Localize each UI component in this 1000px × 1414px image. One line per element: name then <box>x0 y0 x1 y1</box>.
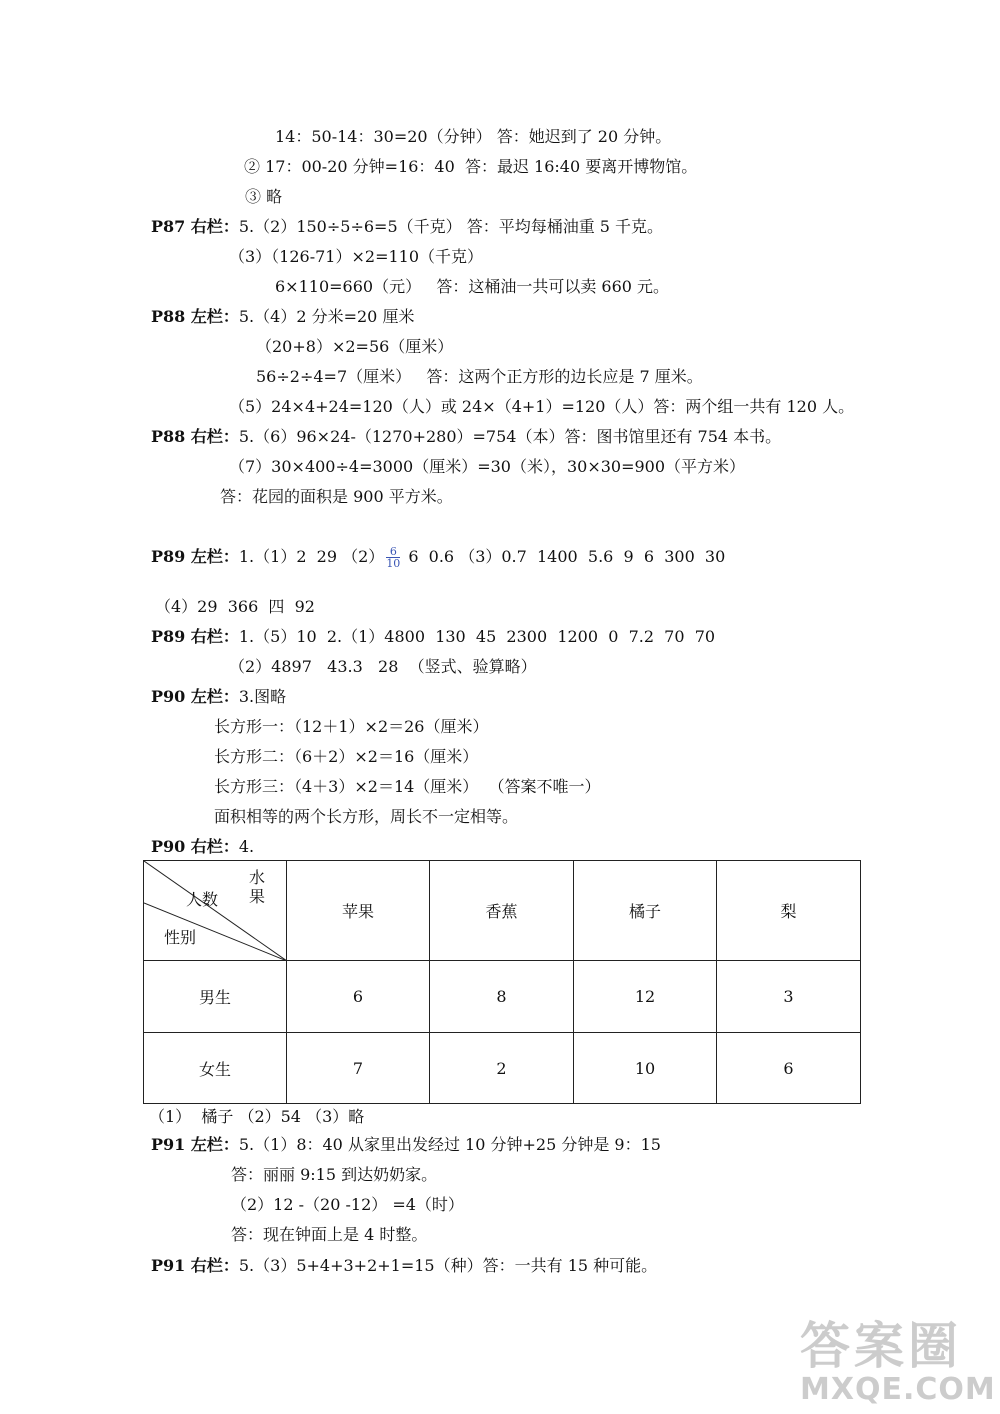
answer-line-24: （1） 橘子 （2）54 （3）略 <box>149 1107 365 1126</box>
table-cell: 6 <box>717 1033 861 1104</box>
table-row <box>144 1033 861 1104</box>
table-header-row <box>144 861 861 961</box>
answer-line-17: （2）4897 43.3 28 （竖式、验算略） <box>229 657 537 676</box>
table-header-cell: 橘子 <box>574 861 717 961</box>
answer-line-9: 56÷2÷4=7（厘米） 答：这两个正方形的边长应是 7 厘米。 <box>256 367 703 386</box>
fraction-denominator: 10 <box>386 557 401 570</box>
table-header-cell: 香蕉 <box>430 861 574 961</box>
table-corner-cell <box>144 861 287 961</box>
section-label: P90 左栏： <box>151 687 239 706</box>
answer-line-4 <box>151 216 663 238</box>
table-cell: 3 <box>717 961 861 1033</box>
answer-text: 4. <box>238 837 255 856</box>
answer-line-16 <box>151 626 715 648</box>
fraction-numerator: 6 <box>386 546 400 558</box>
table-row-label: 女生 <box>144 1033 287 1104</box>
answer-line-1: 14：50-14：30=20（分钟） 答：她迟到了 20 分钟。 <box>275 127 672 146</box>
answer-line-26: 答：丽丽 9:15 到达奶奶家。 <box>231 1165 438 1184</box>
answer-line-28: 答：现在钟面上是 4 时整。 <box>231 1225 428 1244</box>
table-row-label: 男生 <box>144 961 287 1033</box>
table-cell: 2 <box>430 1033 574 1104</box>
corner-label-fruit-1: 水 <box>249 868 266 887</box>
answer-line-18 <box>151 686 286 708</box>
table-header-cell: 苹果 <box>287 861 430 961</box>
answer-line-7 <box>151 306 414 328</box>
answer-line-12: （7）30×400÷4=3000（厘米）=30（米），30×30=900（平方米） <box>229 457 746 476</box>
answer-line-14 <box>151 546 725 569</box>
corner-label-gender: 性别 <box>164 928 197 947</box>
answer-line-13: 答：花园的面积是 900 平方米。 <box>220 487 453 506</box>
answer-line-5: （3）（126-71）×2=110（千克） <box>229 247 484 266</box>
answer-line-29 <box>151 1255 657 1277</box>
answer-line-23 <box>151 836 254 858</box>
table-cell: 12 <box>574 961 717 1033</box>
answer-line-8: （20+8）×2=56（厘米） <box>256 337 454 356</box>
answer-line-20: 长方形二：（6＋2）×2＝16（厘米） <box>214 747 479 766</box>
answer-line-15: （4）29 366 四 92 <box>155 597 315 616</box>
answer-text: 5.（4）2 分米=20 厘米 <box>238 307 415 326</box>
answer-text: 3.图略 <box>238 687 287 706</box>
answer-text: 5.（6）96×24-（1270+280）=754（本）答：图书馆里还有 754 本书。 <box>238 427 782 446</box>
answer-text: 5.（1）8：40 从家里出发经过 10 分钟+25 分钟是 9：15 <box>238 1135 661 1154</box>
answer-line-2: ② 17：00-20 分钟=16：40 答：最迟 16:40 要离开博物馆。 <box>244 157 698 176</box>
fruit-survey-table <box>143 860 861 1104</box>
corner-label-count: 人数 <box>186 890 219 909</box>
answer-line-11 <box>151 426 781 448</box>
answer-line-25 <box>151 1134 661 1156</box>
section-label: P90 右栏： <box>151 837 239 856</box>
watermark-url: MXQE.COM <box>800 1372 996 1407</box>
answer-text: 1.（1）2 29 （2） <box>238 547 385 566</box>
answer-line-10: （5）24×4+24=120（人）或 24×（4+1）=120（人）答：两个组一共有 120 人。 <box>229 397 855 416</box>
table-row <box>144 961 861 1033</box>
answer-text: 5.（3）5+4+3+2+1=15（种）答：一共有 15 种可能。 <box>238 1256 658 1275</box>
table-cell: 10 <box>574 1033 717 1104</box>
table-cell: 7 <box>287 1033 430 1104</box>
answer-line-21: 长方形三：（4＋3）×2＝14（厘米） （答案不唯一） <box>214 777 601 796</box>
watermark-brand: 答案圈 <box>800 1317 962 1375</box>
watermark-logo <box>800 1317 996 1410</box>
section-label: P89 左栏： <box>151 547 239 566</box>
answer-line-3: ③ 略 <box>245 187 283 206</box>
answer-line-6: 6×110=660（元） 答：这桶油一共可以卖 660 元。 <box>275 277 670 296</box>
fraction <box>386 546 400 569</box>
answer-line-27: （2）12 -（20 -12） =4（时） <box>231 1195 464 1214</box>
answer-text: 5.（2）150÷5÷6=5（千克） 答：平均每桶油重 5 千克。 <box>238 217 664 236</box>
section-label: P91 右栏： <box>151 1256 239 1275</box>
section-label: P88 右栏： <box>151 427 239 446</box>
section-label: P87 右栏： <box>151 217 239 236</box>
answer-text: 6 0.6 （3）0.7 1400 5.6 9 6 300 30 <box>408 547 726 566</box>
table-header-cell: 梨 <box>717 861 861 961</box>
section-label: P89 右栏： <box>151 627 239 646</box>
section-label: P91 左栏： <box>151 1135 239 1154</box>
answer-line-22: 面积相等的两个长方形，周长不一定相等。 <box>214 807 519 826</box>
corner-label-fruit-2: 果 <box>249 887 266 906</box>
answer-line-19: 长方形一：（12＋1）×2＝26（厘米） <box>214 717 489 736</box>
table-cell: 6 <box>287 961 430 1033</box>
answer-text: 1.（5）10 2.（1）4800 130 45 2300 1200 0 7.2 70 70 <box>238 627 716 646</box>
section-label: P88 左栏： <box>151 307 239 326</box>
table-cell: 8 <box>430 961 574 1033</box>
